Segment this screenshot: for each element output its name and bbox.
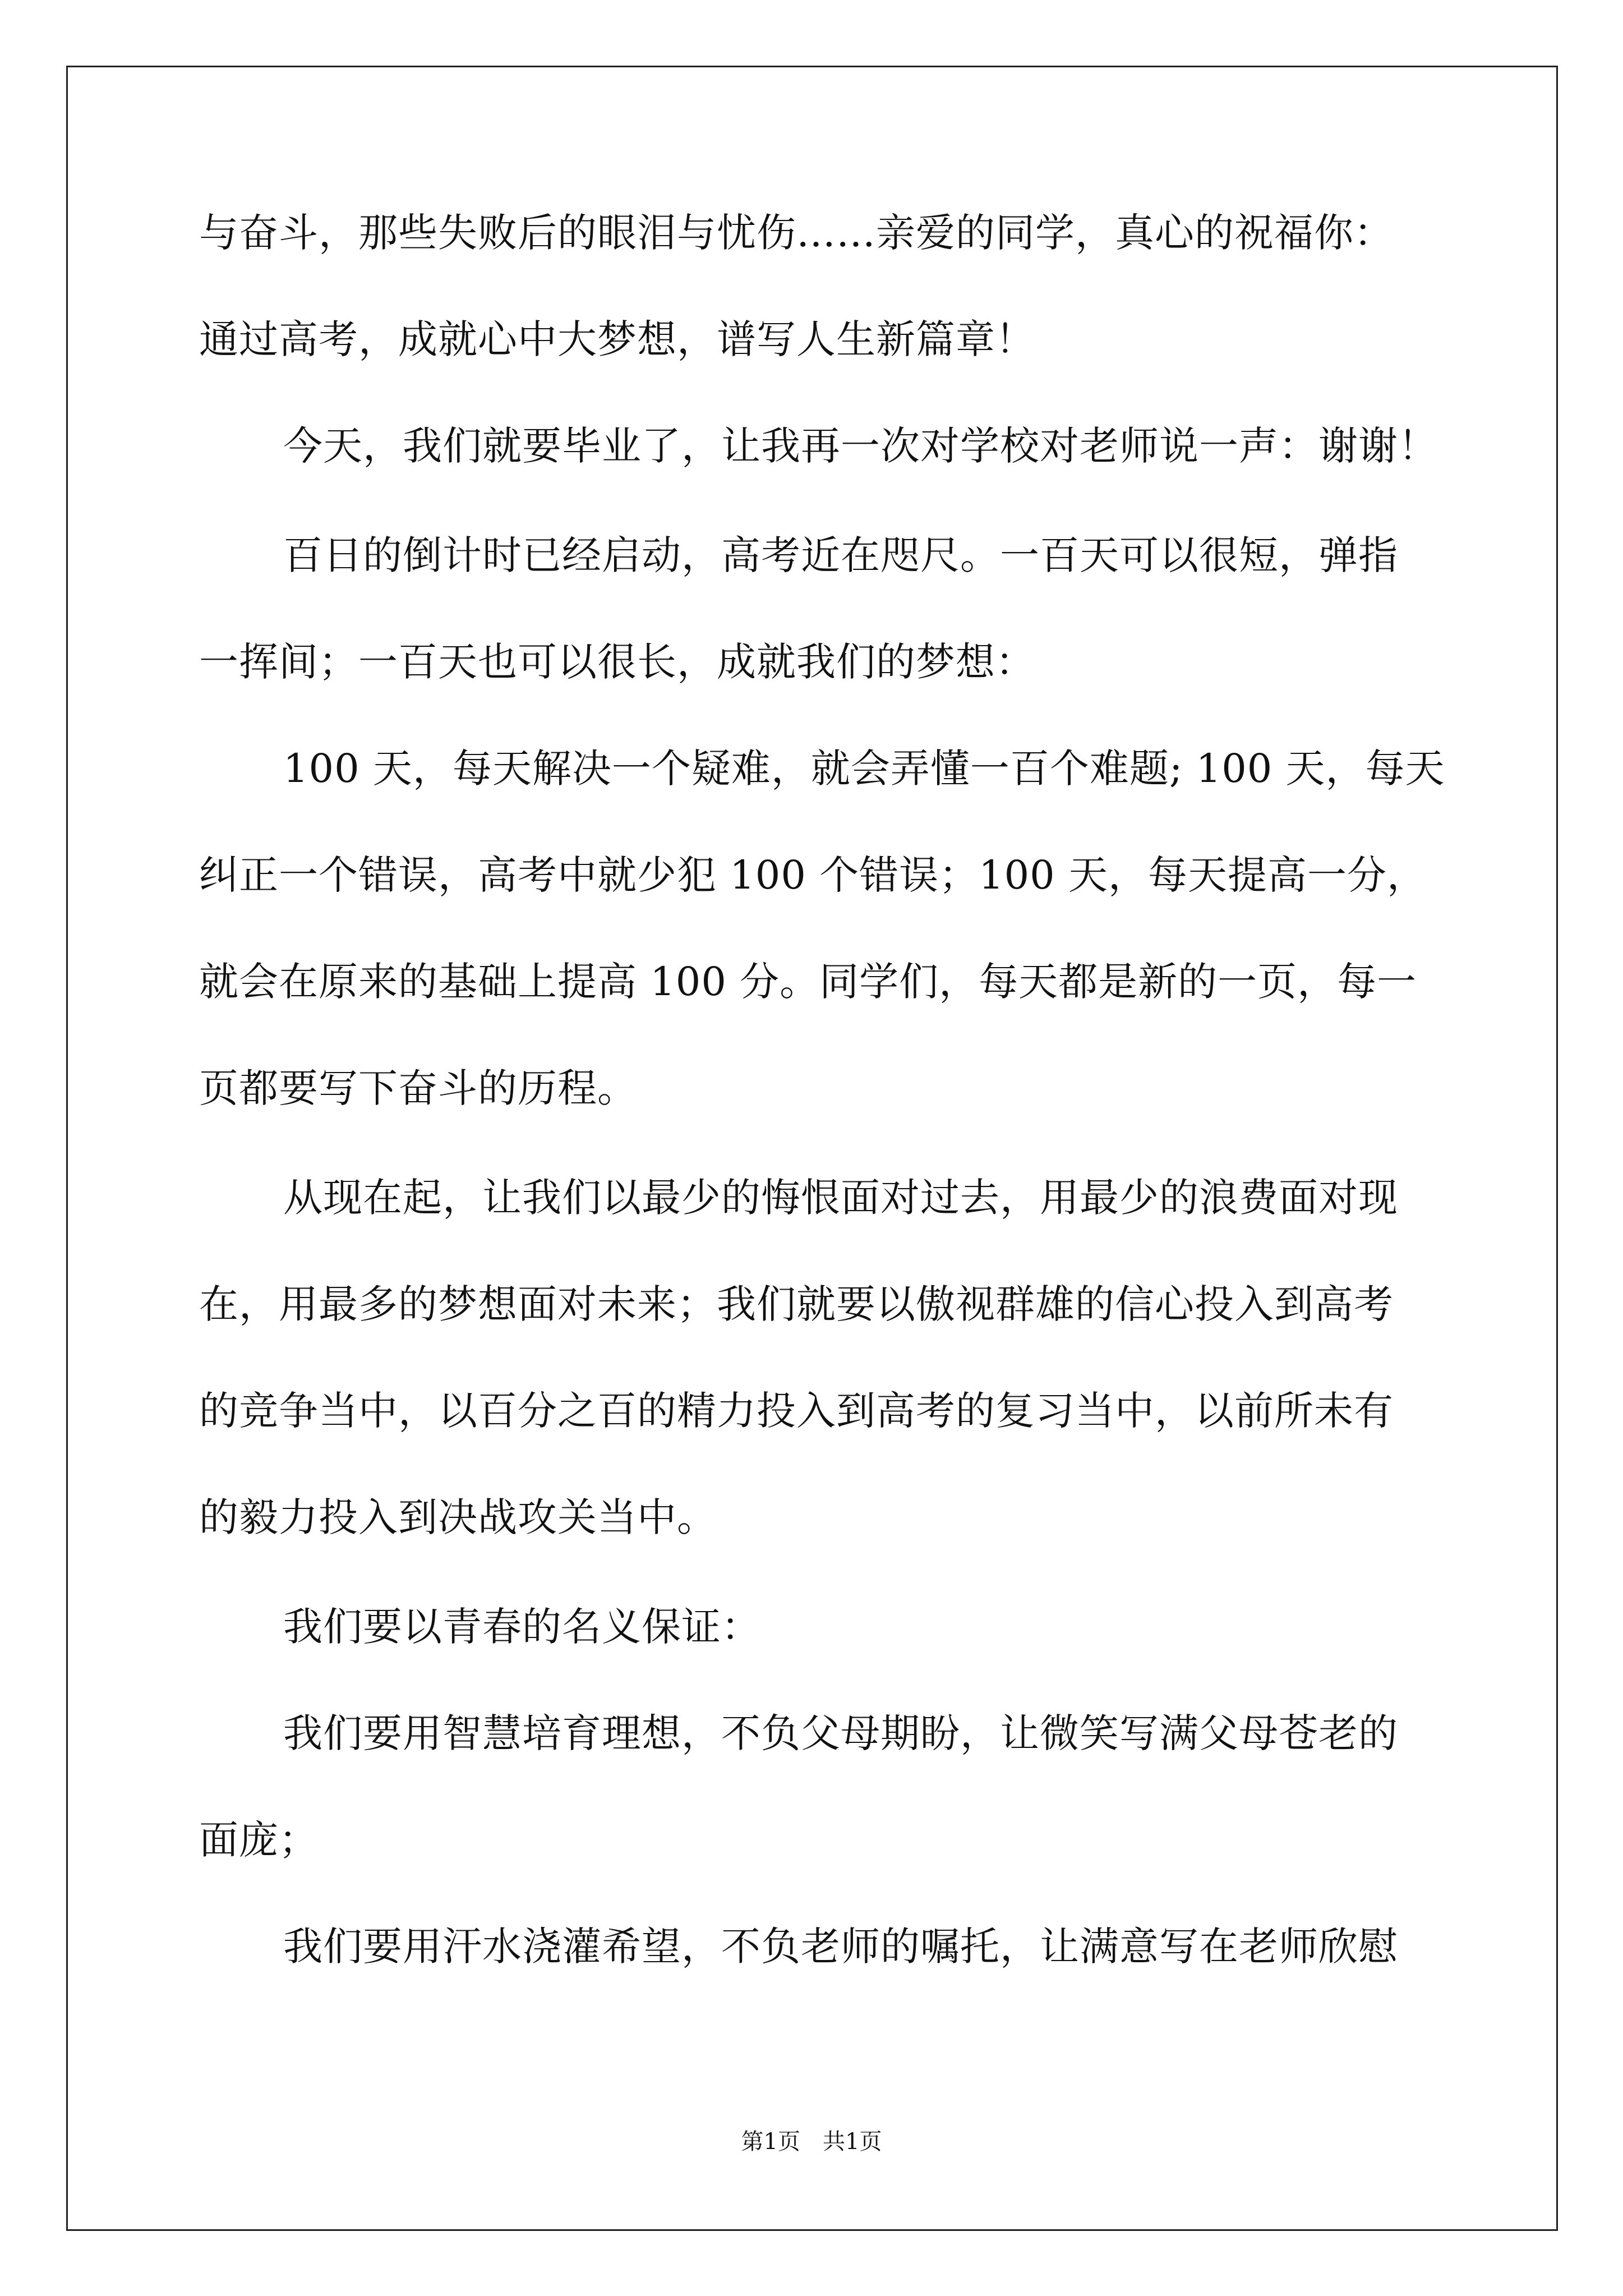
text-line: 一挥间；一百天也可以很长，成就我们的梦想： bbox=[199, 639, 1035, 685]
text-line: 与奋斗，那些失败后的眼泪与忧伤……亲爱的同学，真心的祝福你： bbox=[199, 210, 1394, 256]
page-number-footer: 第1页 共1页 bbox=[741, 2129, 882, 2155]
text-line: 页都要写下奋斗的历程。 bbox=[199, 1065, 637, 1111]
text-line: 100 天，每天解决一个疑难，就会弄懂一百个难题; 100 天，每天 bbox=[283, 746, 1445, 792]
text-line: 我们要用汗水浇灌希望，不负老师的嘱托，让满意写在老师欣慰 bbox=[283, 1924, 1398, 1970]
text-line: 从现在起，让我们以最少的悔恨面对过去，用最少的浪费面对现 bbox=[283, 1175, 1398, 1221]
text-line: 我们要以青春的名义保证： bbox=[283, 1604, 761, 1650]
text-line: 纠正一个错误，高考中就少犯 100 个错误；100 天，每天提高一分， bbox=[199, 852, 1427, 898]
text-line: 的竞争当中，以百分之百的精力投入到高考的复习当中，以前所未有 bbox=[199, 1388, 1394, 1434]
text-line: 我们要用智慧培育理想，不负父母期盼，让微笑写满父母苍老的 bbox=[283, 1710, 1398, 1756]
text-line: 的毅力投入到决战攻关当中。 bbox=[199, 1494, 717, 1540]
page-border bbox=[66, 66, 1558, 2231]
text-line: 通过高考，成就心中大梦想，谱写人生新篇章！ bbox=[199, 316, 1035, 362]
text-line: 在，用最多的梦想面对未来；我们就要以傲视群雄的信心投入到高考 bbox=[199, 1281, 1394, 1327]
text-line: 就会在原来的基础上提高 100 分。同学们，每天都是新的一页，每一 bbox=[199, 959, 1417, 1005]
text-line: 面庞； bbox=[199, 1817, 319, 1863]
text-line: 今天，我们就要毕业了，让我再一次对学校对老师说一声：谢谢！ bbox=[283, 423, 1438, 469]
text-line: 百日的倒计时已经启动，高考近在咫尺。一百天可以很短，弹指 bbox=[283, 532, 1398, 578]
